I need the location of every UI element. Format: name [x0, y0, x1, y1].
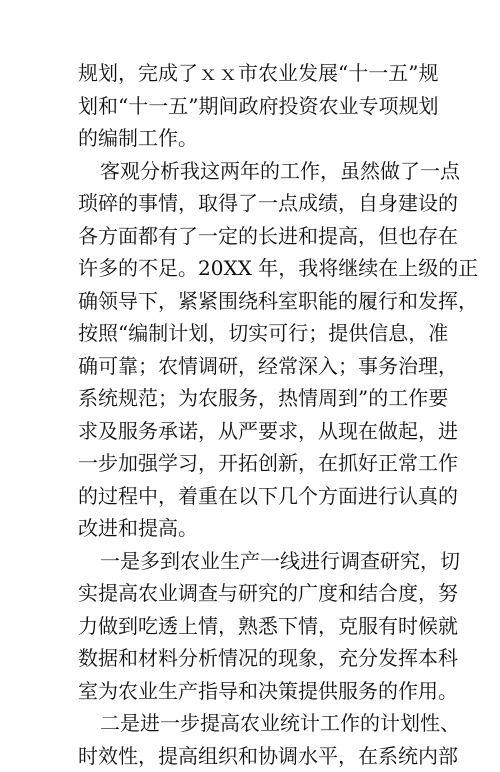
text-line: 时效性，提高组织和协调水平，在系统内部	[78, 740, 438, 772]
paragraph-first-line: 二是进一步提高农业统计工作的计划性、	[78, 707, 438, 740]
text-line: 确领导下，紧紧围绕科室职能的履行和发挥，	[78, 285, 438, 318]
text-line: 划和“十一五”期间政府投资农业专项规划	[78, 90, 438, 123]
text-line: 数据和材料分析情况的现象，充分发挥本科	[78, 642, 438, 675]
text-line: 许多的不足。20XX 年，我将继续在上级的正	[78, 252, 438, 285]
paragraph-first-line: 一是多到农业生产一线进行调查研究，切	[78, 545, 438, 578]
text-line: 一步加强学习，开拓创新，在抓好正常工作	[78, 447, 438, 480]
body-text	[78, 57, 438, 772]
text-line: 力做到吃透上情，熟悉下情，克服有时候就	[78, 610, 438, 643]
text-line: 求及服务承诺，从严要求，从现在做起，进	[78, 415, 438, 448]
text-line: 室为农业生产指导和决策提供服务的作用。	[78, 675, 438, 708]
paragraph-first-line: 客观分析我这两年的工作，虽然做了一点	[78, 155, 438, 188]
text-line: 改进和提高。	[78, 512, 438, 545]
text-line: 各方面都有了一定的长进和提高，但也存在	[78, 220, 438, 253]
text-line: 系统规范；为农服务，热情周到”的工作要	[78, 382, 438, 415]
text-line: 确可靠；农情调研，经常深入；事务治理，	[78, 350, 438, 383]
text-line: 实提高农业调查与研究的广度和结合度，努	[78, 577, 438, 610]
text-line: 的过程中，着重在以下几个方面进行认真的	[78, 480, 438, 513]
text-line: 规划，完成了ｘｘ市农业发展“十一五”规	[78, 57, 438, 90]
text-line: 琐碎的事情，取得了一点成绩，自身建设的	[78, 187, 438, 220]
text-line: 的编制工作。	[78, 122, 438, 155]
text-line: 按照“编制计划，切实可行；提供信息，准	[78, 317, 438, 350]
